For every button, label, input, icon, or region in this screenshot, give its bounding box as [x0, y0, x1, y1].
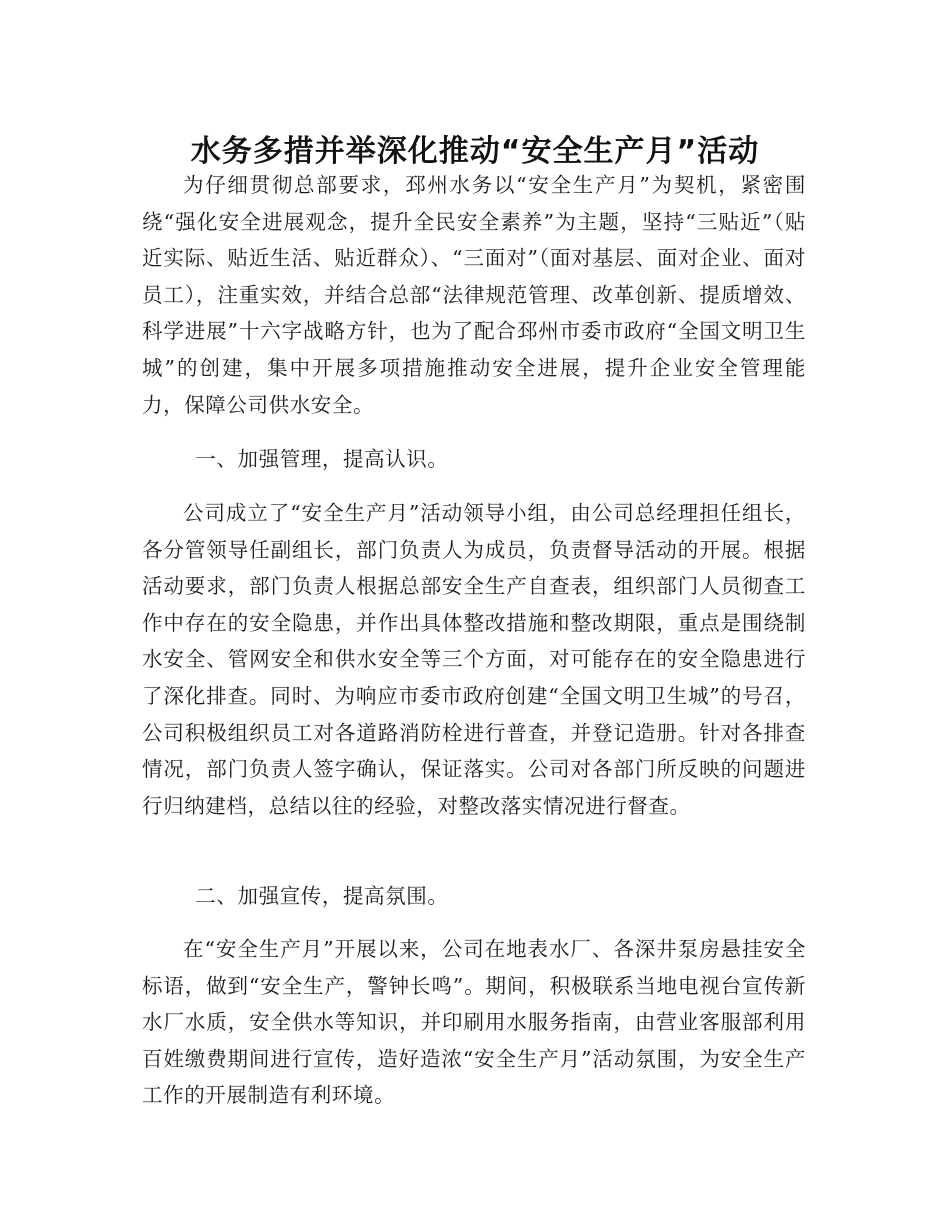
- section-one-paragraph: 公司成立了“安全生产月”活动领导小组，由公司总经理担任组长，各分管领导任副组长，部门负责人为成员，负责督导活动的开展。根据活动要求，部门负责人根据总部安全生产自查表，组织部门人员彻查工作中存在的安全隐患，并作出具体整改措施和整改期限，重点是围绕制水安全、管网安全和供水安全等三个方面，对可能存在的安全隐患进行了深化排查。同时、为响应市委市政府创建“全国文明卫生城”的号召，公司积极组织员工对各道路消防栓进行普查，并登记造册。针对各排查情况，部门负责人签字确认，保证落实。公司对各部门所反映的问题进行归纳建档，总结以往的经验，对整改落实情况进行督查。: [142, 501, 806, 818]
- document-title: 水务多措并举深化推动“安全生产月”活动: [190, 134, 760, 170]
- section-one-heading: 一、加强管理，提高认识。: [195, 447, 449, 471]
- section-two-paragraph: 在“安全生产月”开展以来，公司在地表水厂、各深井泵房悬挂安全标语，做到“安全生产，警钟长鸣”。期间，积极联系当地电视台宣传新水厂水质，安全供水等知识，并印刷用水服务指南，由营业客服部利用百姓缴费期间进行宣传，造好造浓“安全生产月”活动氛围，为安全生产工作的开展制造有利环境。: [142, 937, 806, 1108]
- intro-paragraph: 为仔细贯彻总部要求，邳州水务以“安全生产月”为契机，紧密围绕“强化安全进展观念，提升全民安全素养”为主题，坚持“三贴近”（贴近实际、贴近生活、贴近群众）、“三面对”（面对基层、面对企业、面对员工），注重实效，并结合总部“法律规范管理、改革创新、提质增效、科学进展”十六字战略方针，也为了配合邳州市委市政府“全国文明卫生城”的创建，集中开展多项措施推动安全进展，提升企业安全管理能力，保障公司供水安全。: [142, 173, 806, 417]
- section-two-heading: 二、加强宣传，提高氛围。: [195, 884, 449, 908]
